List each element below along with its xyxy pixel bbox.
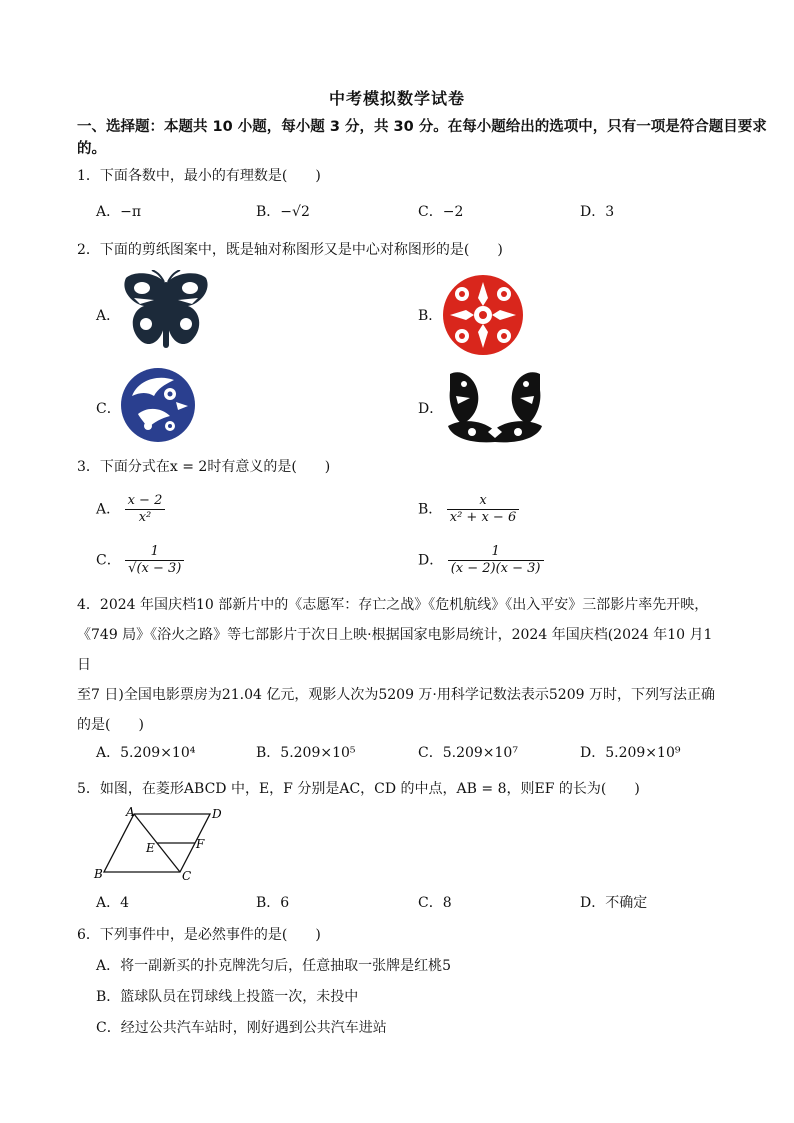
q3-option-c[interactable] bbox=[96, 544, 184, 577]
rhombus-abcd-figure bbox=[92, 804, 232, 884]
fraction-denominator: (x − 2)(x − 3) bbox=[450, 561, 541, 576]
q2-option-d-label[interactable]: D． bbox=[418, 401, 444, 417]
q1-option-c[interactable]: C．−2 bbox=[418, 204, 464, 220]
q3-option-d[interactable] bbox=[418, 544, 544, 577]
q5-option-b[interactable]: B．6 bbox=[256, 895, 290, 911]
blue-dragon-papercut-image[interactable] bbox=[118, 366, 198, 444]
section-heading: 一、选择题：本题共 10 小题，每小题 3 分，共 30 分。在每小题给出的选项中，只有一项是符合题目要求的。 bbox=[77, 119, 767, 157]
q4-option-b[interactable]: B．5.209×10⁵ bbox=[256, 745, 356, 761]
q1-option-b[interactable]: B．−√2 bbox=[256, 204, 310, 220]
point-a-label: A bbox=[126, 805, 135, 819]
q3-option-b[interactable] bbox=[418, 493, 519, 526]
question-5-stem: 5．如图，在菱形ABCD 中，E，F 分别是AC，CD 的中点，AB = 8，则EF 的长为( ) bbox=[77, 781, 640, 797]
q2-option-c-label[interactable]: C． bbox=[96, 401, 121, 417]
fraction-numerator: 1 bbox=[448, 544, 544, 561]
point-d-label: D bbox=[212, 807, 222, 821]
question-6-stem: 6．下列事件中，是必然事件的是( ) bbox=[77, 927, 321, 943]
red-flower-papercut-image[interactable] bbox=[440, 272, 526, 358]
q6-option-c[interactable]: C．经过公共汽车站时，刚好遇到公共汽车进站 bbox=[96, 1020, 387, 1036]
q4-line-4: 的是( ) bbox=[77, 717, 144, 733]
fraction-denominator: √(x − 3) bbox=[128, 561, 182, 576]
q3-option-d-fraction bbox=[448, 544, 544, 577]
question-3-stem: 3．下面分式在x = 2时有意义的是( ) bbox=[77, 459, 331, 475]
butterfly-papercut-image[interactable] bbox=[120, 270, 212, 356]
fraction-denominator: x² + x − 6 bbox=[449, 510, 517, 525]
q4-line-3: 至7 日)全国电影票房为21.04 亿元，观影人次为5209 万·用科学记数法表示5209 万时，下列写法正确 bbox=[77, 687, 715, 703]
q4-option-c[interactable]: C．5.209×10⁷ bbox=[418, 745, 518, 761]
q4-option-d[interactable]: D．5.209×10⁹ bbox=[580, 745, 681, 761]
q2-option-a-label[interactable]: A． bbox=[96, 308, 121, 324]
question-2-stem: 2．下面的剪纸图案中，既是轴对称图形又是中心对称图形的是( ) bbox=[77, 242, 503, 258]
q6-option-a[interactable]: A．将一副新买的扑克牌洗匀后，任意抽取一张牌是红桃5 bbox=[96, 958, 452, 974]
point-b-label: B bbox=[94, 867, 103, 881]
q3-option-b-label: B． bbox=[418, 501, 443, 518]
fraction-numerator: x bbox=[447, 493, 519, 510]
q5-option-a[interactable]: A．4 bbox=[96, 895, 130, 911]
q1-option-a[interactable]: A．−π bbox=[96, 204, 142, 220]
question-1-stem: 1．下面各数中，最小的有理数是( ) bbox=[77, 168, 321, 184]
q3-option-d-label: D． bbox=[418, 552, 444, 569]
q3-option-c-fraction bbox=[125, 544, 184, 577]
q3-option-a[interactable] bbox=[96, 493, 165, 526]
point-e-label: E bbox=[146, 841, 155, 855]
fraction-denominator: x² bbox=[138, 510, 152, 525]
q4-line-1: 4．2024 年国庆档10 部新片中的《志愿军：存亡之战》《危机航线》《出入平安》三部影片率先开映， bbox=[77, 597, 709, 613]
q3-option-a-label: A． bbox=[96, 501, 121, 518]
q6-option-b[interactable]: B．篮球队员在罚球线上投篮一次，未投中 bbox=[96, 989, 359, 1005]
fraction-numerator: x − 2 bbox=[125, 493, 166, 510]
fraction-numerator: 1 bbox=[125, 544, 184, 561]
q4-option-a[interactable]: A．5.209×10⁴ bbox=[96, 745, 196, 761]
q3-option-c-label: C． bbox=[96, 552, 121, 569]
point-c-label: C bbox=[182, 869, 192, 883]
q2-option-b-label[interactable]: B． bbox=[418, 308, 443, 324]
q4-line-2: 《749 局》《浴火之路》等七部影片于次日上映·根据国家电影局统计，2024 年国庆档(2024 年10 月1 日 bbox=[77, 627, 713, 673]
page-title: 中考模拟数学试卷 bbox=[328, 89, 465, 108]
q3-option-b-fraction bbox=[447, 493, 519, 526]
q1-option-d[interactable]: D．3 bbox=[580, 204, 615, 220]
q5-option-d[interactable]: D．不确定 bbox=[580, 895, 648, 911]
q5-option-c[interactable]: C．8 bbox=[418, 895, 452, 911]
point-f-label: F bbox=[196, 837, 205, 851]
twin-fish-papercut-image[interactable] bbox=[442, 368, 548, 444]
question-4-stem bbox=[77, 590, 717, 740]
q3-option-a-fraction bbox=[125, 493, 166, 526]
